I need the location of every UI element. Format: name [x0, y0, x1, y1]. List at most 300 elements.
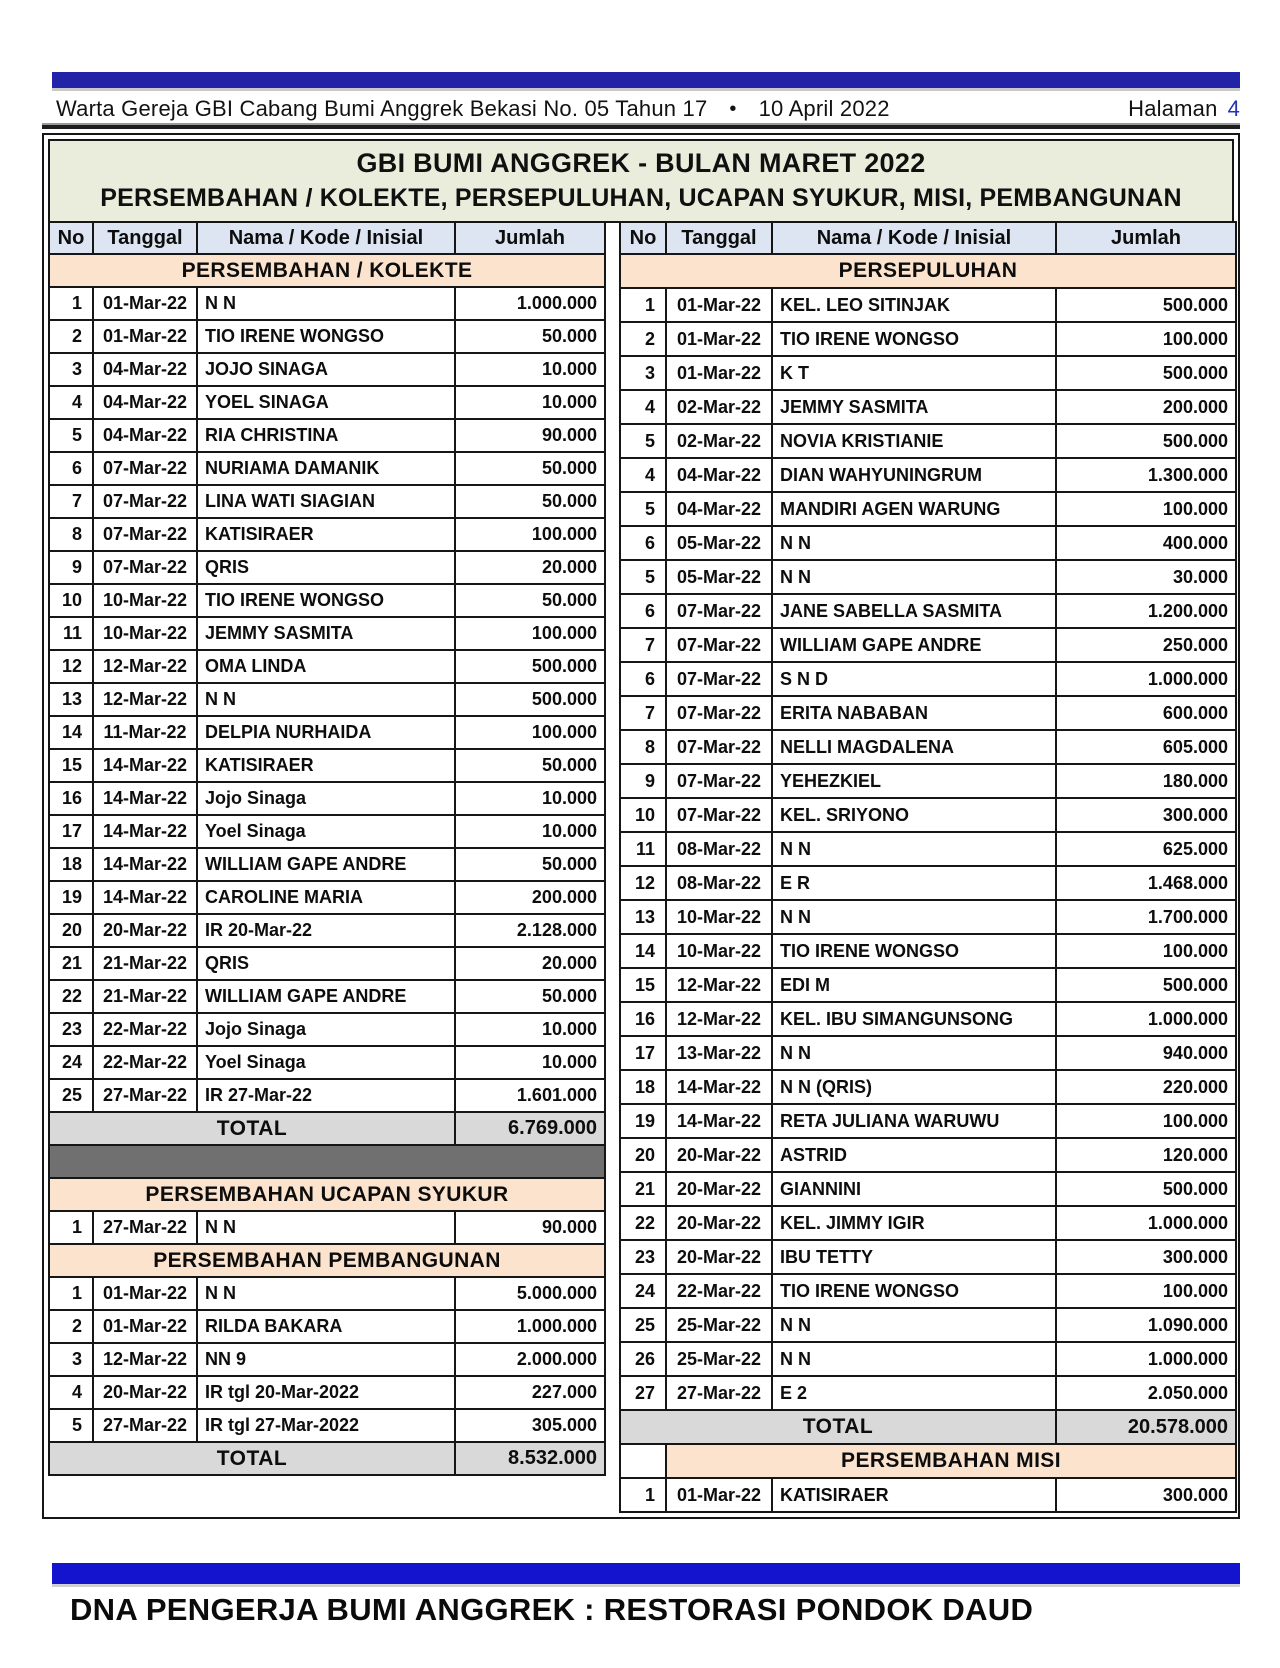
row-no: 19	[49, 881, 93, 914]
row-name: WILLIAM GAPE ANDRE	[197, 848, 455, 881]
column-header: Jumlah	[455, 222, 605, 254]
row-name: N N	[197, 1277, 455, 1310]
row-date: 10-Mar-22	[666, 934, 772, 968]
row-date: 12-Mar-22	[666, 1002, 772, 1036]
separator-cell	[49, 1145, 605, 1178]
table-row	[49, 1376, 605, 1409]
row-amount: 227.000	[455, 1376, 605, 1409]
row-amount: 1.000.000	[1056, 662, 1236, 696]
report-title-block	[48, 139, 1234, 223]
row-amount: 305.000	[455, 1409, 605, 1442]
row-date: 07-Mar-22	[666, 662, 772, 696]
table-columns	[48, 221, 1234, 1513]
row-name: EDI M	[772, 968, 1056, 1002]
row-amount: 50.000	[455, 980, 605, 1013]
section-header: PERSEMBAHAN / KOLEKTE	[49, 254, 605, 287]
table-row	[49, 881, 605, 914]
column-header: Jumlah	[1056, 222, 1236, 254]
table-row	[49, 386, 605, 419]
row-name: N N	[197, 1211, 455, 1244]
row-amount: 100.000	[1056, 934, 1236, 968]
row-amount: 220.000	[1056, 1070, 1236, 1104]
row-name: KEL. IBU SIMANGUNSONG	[772, 1002, 1056, 1036]
table-row	[49, 584, 605, 617]
table-row	[620, 1376, 1236, 1410]
row-amount: 90.000	[455, 1211, 605, 1244]
row-amount: 50.000	[455, 485, 605, 518]
row-name: IR tgl 27-Mar-2022	[197, 1409, 455, 1442]
row-name: LINA WATI SIAGIAN	[197, 485, 455, 518]
row-name: RIA CHRISTINA	[197, 419, 455, 452]
report-subtitle: PERSEMBAHAN / KOLEKTE, PERSEPULUHAN, UCAPAN SYUKUR, MISI, PEMBANGUNAN	[100, 184, 1182, 212]
row-no: 17	[49, 815, 93, 848]
row-no: 12	[49, 650, 93, 683]
row-date: 07-Mar-22	[666, 798, 772, 832]
row-date: 21-Mar-22	[93, 980, 197, 1013]
row-date: 27-Mar-22	[666, 1376, 772, 1410]
table-row	[49, 1343, 605, 1376]
row-name: KEL. JIMMY IGIR	[772, 1206, 1056, 1240]
row-amount: 30.000	[1056, 560, 1236, 594]
row-date: 07-Mar-22	[666, 594, 772, 628]
table-row	[620, 1138, 1236, 1172]
row-no: 14	[620, 934, 666, 968]
row-date: 12-Mar-22	[93, 650, 197, 683]
row-no: 23	[49, 1013, 93, 1046]
table-row	[620, 458, 1236, 492]
table-row	[49, 980, 605, 1013]
total-label: TOTAL	[49, 1112, 455, 1145]
row-date: 01-Mar-22	[93, 1277, 197, 1310]
row-date: 20-Mar-22	[666, 1240, 772, 1274]
row-no: 16	[620, 1002, 666, 1036]
row-date: 07-Mar-22	[666, 696, 772, 730]
row-date: 01-Mar-22	[666, 322, 772, 356]
table-row	[620, 424, 1236, 458]
footer-text: DNA PENGERJA BUMI ANGGREK : RESTORASI PONDOK DAUD	[70, 1592, 1034, 1627]
section-header: PERSEMBAHAN MISI	[666, 1444, 1236, 1478]
row-no: 14	[49, 716, 93, 749]
row-no: 24	[620, 1274, 666, 1308]
total-amount: 6.769.000	[455, 1112, 605, 1145]
row-date: 01-Mar-22	[93, 320, 197, 353]
right-offerings-table	[619, 221, 1237, 1513]
row-date: 14-Mar-22	[93, 749, 197, 782]
row-name: K T	[772, 356, 1056, 390]
row-date: 01-Mar-22	[93, 1310, 197, 1343]
table-row	[620, 798, 1236, 832]
row-name: TIO IRENE WONGSO	[772, 934, 1056, 968]
row-name: Jojo Sinaga	[197, 782, 455, 815]
row-name: IR 27-Mar-22	[197, 1079, 455, 1112]
row-no: 16	[49, 782, 93, 815]
row-date: 20-Mar-22	[666, 1172, 772, 1206]
row-no: 1	[49, 287, 93, 320]
row-no: 17	[620, 1036, 666, 1070]
row-amount: 10.000	[455, 1046, 605, 1079]
row-date: 07-Mar-22	[93, 485, 197, 518]
table-row	[620, 1274, 1236, 1308]
table-row	[620, 526, 1236, 560]
row-date: 07-Mar-22	[93, 551, 197, 584]
row-amount: 500.000	[1056, 288, 1236, 322]
row-date: 12-Mar-22	[93, 1343, 197, 1376]
table-row	[620, 832, 1236, 866]
table-row	[49, 617, 605, 650]
row-name: E R	[772, 866, 1056, 900]
table-row	[49, 1277, 605, 1310]
row-name: N N	[197, 683, 455, 716]
table-row	[49, 1409, 605, 1442]
row-date: 14-Mar-22	[93, 782, 197, 815]
table-row	[620, 1070, 1236, 1104]
table-row	[49, 452, 605, 485]
table-row	[49, 716, 605, 749]
row-amount: 2.000.000	[455, 1343, 605, 1376]
row-name: KATISIRAER	[197, 749, 455, 782]
row-no: 13	[620, 900, 666, 934]
section-header: PERSEMBAHAN PEMBANGUNAN	[49, 1244, 605, 1277]
row-date: 02-Mar-22	[666, 424, 772, 458]
row-date: 04-Mar-22	[666, 492, 772, 526]
row-name: RILDA BAKARA	[197, 1310, 455, 1343]
row-name: ASTRID	[772, 1138, 1056, 1172]
row-amount: 1.090.000	[1056, 1308, 1236, 1342]
row-name: YEHEZKIEL	[772, 764, 1056, 798]
row-no: 6	[620, 526, 666, 560]
row-amount: 1.000.000	[455, 287, 605, 320]
row-name: QRIS	[197, 947, 455, 980]
row-name: N N	[772, 1036, 1056, 1070]
total-label: TOTAL	[620, 1410, 1056, 1444]
row-amount: 100.000	[1056, 1104, 1236, 1138]
row-date: 22-Mar-22	[93, 1013, 197, 1046]
row-amount: 1.000.000	[1056, 1002, 1236, 1036]
row-no: 11	[620, 832, 666, 866]
row-amount: 1.000.000	[1056, 1342, 1236, 1376]
row-date: 07-Mar-22	[93, 518, 197, 551]
section-header-row	[620, 1444, 1236, 1478]
row-name: NN 9	[197, 1343, 455, 1376]
row-name: Yoel Sinaga	[197, 815, 455, 848]
row-no: 1	[620, 1478, 666, 1512]
table-row	[620, 1002, 1236, 1036]
row-date: 27-Mar-22	[93, 1409, 197, 1442]
row-no: 2	[49, 320, 93, 353]
row-amount: 300.000	[1056, 798, 1236, 832]
row-date: 05-Mar-22	[666, 526, 772, 560]
row-no: 7	[49, 485, 93, 518]
row-date: 04-Mar-22	[93, 419, 197, 452]
row-name: Jojo Sinaga	[197, 1013, 455, 1046]
row-name: DELPIA NURHAIDA	[197, 716, 455, 749]
row-no: 6	[620, 594, 666, 628]
offerings-report	[42, 133, 1240, 1519]
row-no: 4	[620, 390, 666, 424]
table-row	[620, 1172, 1236, 1206]
row-amount: 1.468.000	[1056, 866, 1236, 900]
table-row	[49, 683, 605, 716]
newsletter-title: Warta Gereja GBI Cabang Bumi Anggrek Bekasi No. 05 Tahun 17	[56, 96, 708, 121]
table-row	[49, 815, 605, 848]
row-date: 10-Mar-22	[666, 900, 772, 934]
row-date: 14-Mar-22	[93, 848, 197, 881]
row-no: 25	[620, 1308, 666, 1342]
page-label: Halaman	[1128, 96, 1218, 121]
row-date: 07-Mar-22	[666, 628, 772, 662]
row-amount: 1.601.000	[455, 1079, 605, 1112]
row-amount: 50.000	[455, 584, 605, 617]
row-name: TIO IRENE WONGSO	[197, 584, 455, 617]
bullet-separator: •	[729, 97, 737, 120]
row-name: S N D	[772, 662, 1056, 696]
row-no: 10	[620, 798, 666, 832]
table-row	[620, 900, 1236, 934]
row-date: 04-Mar-22	[93, 353, 197, 386]
row-no: 5	[49, 1409, 93, 1442]
row-amount: 625.000	[1056, 832, 1236, 866]
row-no: 1	[49, 1277, 93, 1310]
row-date: 04-Mar-22	[666, 458, 772, 492]
row-no: 6	[620, 662, 666, 696]
report-title: GBI BUMI ANGGREK - BULAN MARET 2022	[356, 148, 926, 178]
table-row	[620, 934, 1236, 968]
row-name: YOEL SINAGA	[197, 386, 455, 419]
section-header-row	[49, 1244, 605, 1277]
row-date: 25-Mar-22	[666, 1342, 772, 1376]
table-row	[620, 390, 1236, 424]
row-amount: 1.200.000	[1056, 594, 1236, 628]
table-row	[49, 1046, 605, 1079]
row-amount: 300.000	[1056, 1478, 1236, 1512]
row-no: 15	[49, 749, 93, 782]
page-number: 4	[1227, 96, 1240, 121]
table-row	[49, 419, 605, 452]
row-amount: 10.000	[455, 386, 605, 419]
row-no: 20	[620, 1138, 666, 1172]
row-no: 18	[620, 1070, 666, 1104]
row-date: 11-Mar-22	[93, 716, 197, 749]
row-amount: 500.000	[1056, 1172, 1236, 1206]
row-amount: 90.000	[455, 419, 605, 452]
row-name: N N	[772, 526, 1056, 560]
row-no: 27	[620, 1376, 666, 1410]
table-row	[620, 1308, 1236, 1342]
row-name: IR 20-Mar-22	[197, 914, 455, 947]
row-amount: 400.000	[1056, 526, 1236, 560]
row-amount: 100.000	[455, 716, 605, 749]
row-no: 20	[49, 914, 93, 947]
table-row	[620, 1036, 1236, 1070]
table-row	[620, 322, 1236, 356]
row-no: 4	[49, 386, 93, 419]
row-name: KATISIRAER	[772, 1478, 1056, 1512]
section-header: PERSEPULUHAN	[620, 254, 1236, 288]
row-no: 4	[620, 458, 666, 492]
row-no: 5	[620, 492, 666, 526]
row-no: 4	[49, 1376, 93, 1409]
table-row	[620, 764, 1236, 798]
section-header-row	[49, 1178, 605, 1211]
issue-date: 10 April 2022	[758, 96, 890, 121]
table-row	[620, 1478, 1236, 1512]
row-date: 25-Mar-22	[666, 1308, 772, 1342]
total-label: TOTAL	[49, 1442, 455, 1475]
table-row	[620, 1342, 1236, 1376]
row-date: 10-Mar-22	[93, 617, 197, 650]
row-name: OMA LINDA	[197, 650, 455, 683]
row-date: 07-Mar-22	[666, 730, 772, 764]
table-row	[49, 1211, 605, 1244]
total-amount: 20.578.000	[1056, 1410, 1236, 1444]
top-blue-bar	[52, 72, 1240, 91]
table-row	[620, 594, 1236, 628]
table-row	[49, 353, 605, 386]
row-date: 21-Mar-22	[93, 947, 197, 980]
row-no: 22	[620, 1206, 666, 1240]
row-amount: 50.000	[455, 320, 605, 353]
row-no: 10	[49, 584, 93, 617]
table-row	[49, 650, 605, 683]
row-date: 08-Mar-22	[666, 832, 772, 866]
row-no: 26	[620, 1342, 666, 1376]
row-no: 9	[49, 551, 93, 584]
row-amount: 1.000.000	[455, 1310, 605, 1343]
column-header: Nama / Kode / Inisial	[197, 222, 455, 254]
row-no: 22	[49, 980, 93, 1013]
table-row	[620, 560, 1236, 594]
row-name: IR tgl 20-Mar-2022	[197, 1376, 455, 1409]
row-date: 14-Mar-22	[666, 1104, 772, 1138]
row-date: 01-Mar-22	[666, 288, 772, 322]
row-amount: 1.000.000	[1056, 1206, 1236, 1240]
row-name: N N	[772, 1342, 1056, 1376]
row-date: 20-Mar-22	[666, 1206, 772, 1240]
row-no: 3	[620, 356, 666, 390]
column-header: Tanggal	[93, 222, 197, 254]
row-no: 3	[49, 1343, 93, 1376]
row-amount: 20.000	[455, 947, 605, 980]
row-name: E 2	[772, 1376, 1056, 1410]
row-name: JANE SABELLA SASMITA	[772, 594, 1056, 628]
row-no: 7	[620, 628, 666, 662]
row-no: 5	[620, 424, 666, 458]
row-date: 07-Mar-22	[93, 452, 197, 485]
column-header-row	[620, 222, 1236, 254]
row-name: TIO IRENE WONGSO	[772, 322, 1056, 356]
row-no: 6	[49, 452, 93, 485]
row-name: Yoel Sinaga	[197, 1046, 455, 1079]
table-row	[49, 1079, 605, 1112]
column-header-row	[49, 222, 605, 254]
row-amount: 50.000	[455, 452, 605, 485]
row-amount: 10.000	[455, 815, 605, 848]
row-name: QRIS	[197, 551, 455, 584]
row-name: TIO IRENE WONGSO	[772, 1274, 1056, 1308]
column-header: No	[49, 222, 93, 254]
table-row	[49, 551, 605, 584]
row-date: 01-Mar-22	[666, 1478, 772, 1512]
row-amount: 10.000	[455, 782, 605, 815]
row-amount: 10.000	[455, 353, 605, 386]
row-date: 02-Mar-22	[666, 390, 772, 424]
row-date: 08-Mar-22	[666, 866, 772, 900]
row-no: 1	[620, 288, 666, 322]
row-amount: 100.000	[1056, 492, 1236, 526]
row-amount: 200.000	[1056, 390, 1236, 424]
row-no: 11	[49, 617, 93, 650]
row-no: 18	[49, 848, 93, 881]
empty-cell	[620, 1444, 666, 1478]
row-no: 3	[49, 353, 93, 386]
row-name: GIANNINI	[772, 1172, 1056, 1206]
row-date: 05-Mar-22	[666, 560, 772, 594]
separator-row	[49, 1145, 605, 1178]
row-date: 20-Mar-22	[93, 914, 197, 947]
row-name: NURIAMA DAMANIK	[197, 452, 455, 485]
table-row	[49, 914, 605, 947]
column-header: No	[620, 222, 666, 254]
row-amount: 2.050.000	[1056, 1376, 1236, 1410]
row-name: MANDIRI AGEN WARUNG	[772, 492, 1056, 526]
row-amount: 500.000	[1056, 968, 1236, 1002]
table-row	[49, 947, 605, 980]
table-row	[620, 1206, 1236, 1240]
table-row	[620, 1240, 1236, 1274]
row-no: 25	[49, 1079, 93, 1112]
row-amount: 100.000	[455, 518, 605, 551]
table-row	[620, 968, 1236, 1002]
row-date: 01-Mar-22	[666, 356, 772, 390]
table-row	[620, 628, 1236, 662]
row-no: 2	[620, 322, 666, 356]
row-amount: 180.000	[1056, 764, 1236, 798]
row-name: ERITA NABABAN	[772, 696, 1056, 730]
table-row	[620, 696, 1236, 730]
row-name: N N	[772, 832, 1056, 866]
section-header-row	[49, 254, 605, 287]
row-amount: 50.000	[455, 848, 605, 881]
row-amount: 940.000	[1056, 1036, 1236, 1070]
row-amount: 1.300.000	[1056, 458, 1236, 492]
row-amount: 100.000	[1056, 1274, 1236, 1308]
row-name: NELLI MAGDALENA	[772, 730, 1056, 764]
table-row	[620, 662, 1236, 696]
section-header: PERSEMBAHAN UCAPAN SYUKUR	[49, 1178, 605, 1211]
row-date: 22-Mar-22	[93, 1046, 197, 1079]
table-row	[49, 782, 605, 815]
bottom-blue-bar	[52, 1563, 1240, 1587]
row-amount: 200.000	[455, 881, 605, 914]
table-row	[620, 492, 1236, 526]
row-name: WILLIAM GAPE ANDRE	[197, 980, 455, 1013]
row-amount: 605.000	[1056, 730, 1236, 764]
row-name: WILLIAM GAPE ANDRE	[772, 628, 1056, 662]
table-row	[620, 866, 1236, 900]
row-date: 27-Mar-22	[93, 1211, 197, 1244]
column-header: Tanggal	[666, 222, 772, 254]
row-amount: 100.000	[1056, 322, 1236, 356]
row-no: 21	[49, 947, 93, 980]
row-amount: 1.700.000	[1056, 900, 1236, 934]
table-row	[49, 485, 605, 518]
row-no: 5	[49, 419, 93, 452]
table-row	[49, 848, 605, 881]
table-row	[49, 1013, 605, 1046]
row-name: NOVIA KRISTIANIE	[772, 424, 1056, 458]
row-date: 20-Mar-22	[93, 1376, 197, 1409]
row-amount: 500.000	[455, 650, 605, 683]
